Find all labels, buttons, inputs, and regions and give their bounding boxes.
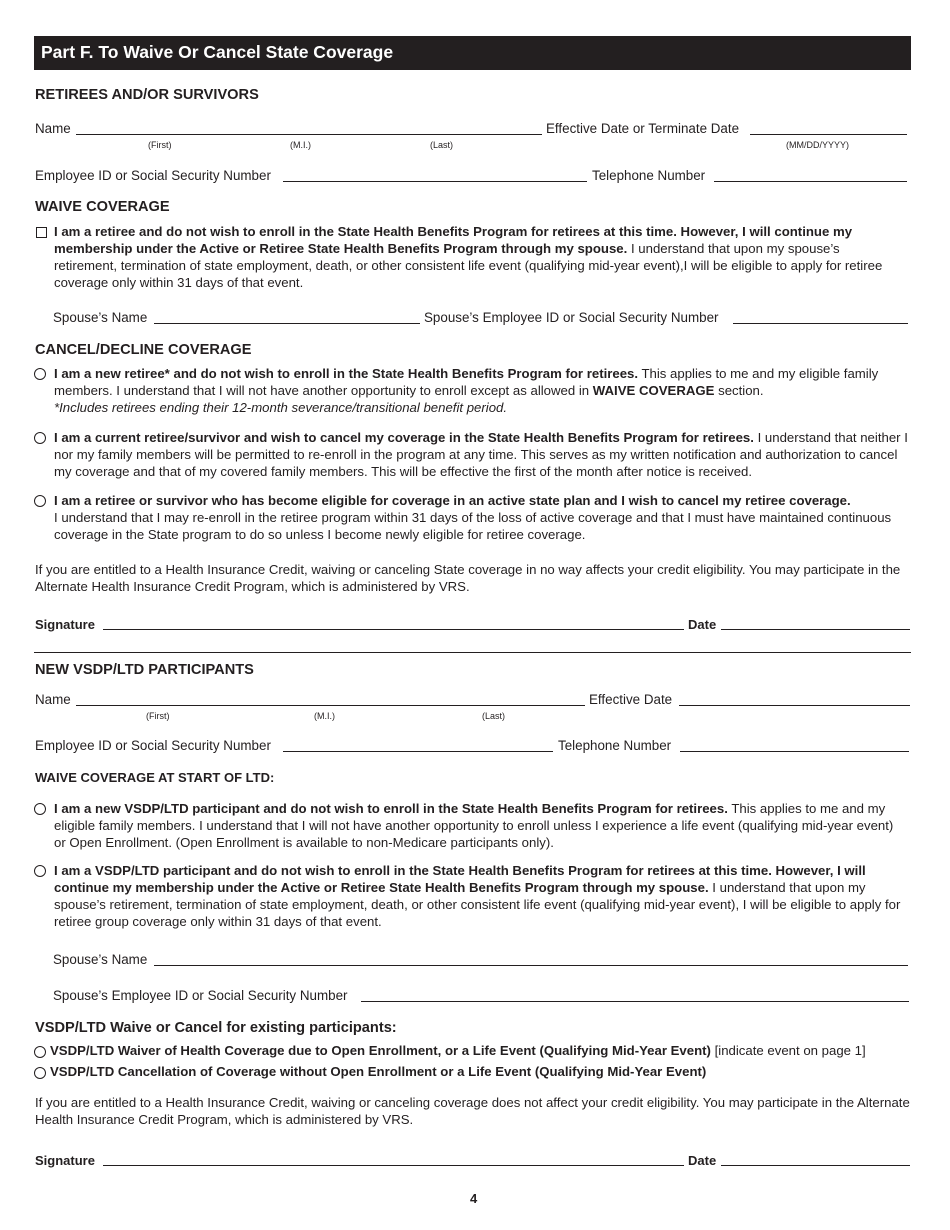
vsdp-existing-option1-rest: [indicate event on page 1] <box>710 1043 866 1058</box>
cancel-option1-ref: WAIVE COVERAGE <box>592 383 715 398</box>
vsdp-existing-option1-radio[interactable] <box>34 1046 46 1058</box>
vsdp-spouse-id-label: Spouse’s Employee ID or Social Security Number <box>53 988 348 1003</box>
vsdp-option1-radio[interactable] <box>34 803 46 815</box>
vsdp-date-label: Date <box>688 1153 717 1168</box>
signature-label: Signature <box>35 617 95 632</box>
vsdp-signature-field[interactable] <box>103 1165 684 1166</box>
vsdp-existing-option1-text <box>50 1042 910 1059</box>
vsdp-existing-option2-bold: VSDP/LTD Cancellation of Coverage without Open Enrollment or a Life Event (Qualifying Mid-Year Event) <box>50 1064 707 1079</box>
employee-id-field[interactable] <box>283 181 587 182</box>
waive-option-bold: I am a retiree and do not wish to enroll in the State Health Benefits Program for retirees at this time. However, I will continue my membership under the Active or Retiree State Health Benefits Program through my spouse. <box>54 224 853 256</box>
vsdp-name-label: Name <box>35 692 71 707</box>
waive-heading: WAIVE COVERAGE <box>35 199 170 215</box>
waive-checkbox[interactable] <box>36 227 47 238</box>
vsdp-existing-option1-bold: VSDP/LTD Waiver of Health Coverage due to Open Enrollment, or a Life Event (Qualifying Mid-Year Event) <box>50 1043 711 1058</box>
spouse-id-label: Spouse’s Employee ID or Social Security Number <box>424 310 719 325</box>
cancel-option1-text <box>54 365 908 416</box>
vsdp-existing-option2-text <box>50 1063 910 1080</box>
cancel-option3-radio[interactable] <box>34 495 46 507</box>
name-label: Name <box>35 121 71 136</box>
telephone-label: Telephone Number <box>592 168 706 183</box>
page-number: 4 <box>470 1191 478 1206</box>
first-caption: (First) <box>148 140 172 150</box>
date-format-caption: (MM/DD/YYYY) <box>786 140 849 150</box>
vsdp-signature-label: Signature <box>35 1153 95 1168</box>
section-divider <box>34 652 911 653</box>
vsdp-date-field[interactable] <box>721 1165 910 1166</box>
employee-id-label: Employee ID or Social Security Number <box>35 168 271 183</box>
last-caption: (Last) <box>430 140 454 150</box>
cancel-credit-note: If you are entitled to a Health Insurance Credit, waiving or canceling State coverage in no way affects your credit eligibility. You may participate in the Alternate Health Insurance Credit Program, which is administered by VRS. <box>35 562 901 594</box>
vsdp-spouse-id-field[interactable] <box>361 1001 909 1002</box>
vsdp-heading: NEW VSDP/LTD PARTICIPANTS <box>35 662 254 678</box>
vsdp-option1-rest: This applies to me and my eligible family members. I understand that I will not have another opportunity to enroll unless I experience a life event (qualifying mid-year event) or Open Enrollment. (Open Enrollment is available to non-Medicare participants only). <box>54 801 894 850</box>
date-label: Date <box>688 617 717 632</box>
spouse-name-label: Spouse’s Name <box>53 310 148 325</box>
vsdp-employee-id-field[interactable] <box>283 751 553 752</box>
vsdp-last-caption: (Last) <box>482 711 506 721</box>
vsdp-first-caption: (First) <box>146 711 170 721</box>
cancel-option3-bold: I am a retiree or survivor who has become eligible for coverage in an active state plan and I wish to cancel my retiree coverage. <box>54 493 851 508</box>
vsdp-existing-heading: VSDP/LTD Waive or Cancel for existing participants: <box>35 1020 397 1036</box>
waive-option-text <box>54 223 906 291</box>
vsdp-option2-radio[interactable] <box>34 865 46 877</box>
vsdp-mi-caption: (M.I.) <box>314 711 335 721</box>
section-title: Part F. To Waive Or Cancel State Coverage <box>41 42 394 62</box>
cancel-heading: CANCEL/DECLINE COVERAGE <box>35 342 252 358</box>
cancel-option1-bold: I am a new retiree* and do not wish to enroll in the State Health Benefits Program for retirees. <box>54 366 639 381</box>
vsdp-spouse-name-field[interactable] <box>154 965 908 966</box>
vsdp-spouse-name-label: Spouse’s Name <box>53 952 148 967</box>
cancel-option1-note: *Includes retirees ending their 12-month severance/transitional benefit period. <box>54 400 508 415</box>
vsdp-waive-heading: WAIVE COVERAGE AT START OF LTD: <box>35 770 275 785</box>
vsdp-existing-option2-radio[interactable] <box>34 1067 46 1079</box>
vsdp-employee-id-label: Employee ID or Social Security Number <box>35 738 271 753</box>
vsdp-option1-text <box>54 800 908 851</box>
cancel-option2-radio[interactable] <box>34 432 46 444</box>
vsdp-effective-field[interactable] <box>679 705 910 706</box>
signature-field[interactable] <box>103 629 684 630</box>
mi-caption: (M.I.) <box>290 140 311 150</box>
cancel-option2-text <box>54 429 908 480</box>
spouse-id-field[interactable] <box>733 323 908 324</box>
vsdp-telephone-field[interactable] <box>680 751 909 752</box>
retirees-heading: RETIREES AND/OR SURVIVORS <box>35 87 259 103</box>
section-banner <box>34 36 911 70</box>
cancel-option3-rest: I understand that I may re-enroll in the retiree program within 31 days of the loss of active coverage and that I must have maintained continuous coverage in the State program to do so unless I become newly eligible for retiree coverage. <box>54 510 892 542</box>
cancel-option2-bold: I am a current retiree/survivor and wish to cancel my coverage in the State Health Benefits Program for retirees. <box>54 430 754 445</box>
cancel-option1-end: section. <box>714 383 764 398</box>
spouse-name-field[interactable] <box>154 323 420 324</box>
vsdp-name-field[interactable] <box>76 705 585 706</box>
waive-option-rest: I understand that upon my spouse’s retirement, termination of state employment, death, or other consistent life event (qualifying mid-year event),I will be eligible to apply for retiree coverage only within 31 days of that event. <box>54 241 883 290</box>
cancel-option1-rest: This applies to me and my eligible family members. I understand that I will not have another opportunity to enroll except as allowed in <box>54 366 879 398</box>
cancel-option3-text <box>54 492 908 543</box>
vsdp-effective-label: Effective Date <box>589 692 673 707</box>
cancel-option1-radio[interactable] <box>34 368 46 380</box>
cancel-option2-rest: I understand that neither I nor my family members will be permitted to re-enroll in the program at any time. This serves as my written notification and authorization to cancel my coverage and that of my covered family members. This will be effective the first of the month after notice is received. <box>54 430 908 479</box>
vsdp-option2-text <box>54 862 908 930</box>
telephone-field[interactable] <box>714 181 907 182</box>
effective-date-field[interactable] <box>750 134 907 135</box>
vsdp-option2-rest: I understand that upon my spouse’s retirement, termination of state employment, death, or other consistent life event (qualifying mid-year event), I will be eligible to apply for retiree group coverage only within 31 days of that event. <box>54 880 901 929</box>
vsdp-option2-bold: I am a VSDP/LTD participant and do not wish to enroll in the State Health Benefits Program for retirees at this time. However, I will continue my membership under the Active or Retiree State Health Benefits Program through my spouse. <box>54 863 866 895</box>
vsdp-credit-note: If you are entitled to a Health Insurance Credit, waiving or canceling coverage does not affect your credit eligibility. You may participate in the Alternate Health Insurance Credit Program, which is administered by VRS. <box>35 1095 910 1127</box>
name-field[interactable] <box>76 134 542 135</box>
date-field[interactable] <box>721 629 910 630</box>
effective-date-label: Effective Date or Terminate Date <box>546 121 740 136</box>
vsdp-telephone-label: Telephone Number <box>558 738 672 753</box>
vsdp-option1-bold: I am a new VSDP/LTD participant and do not wish to enroll in the State Health Benefits Program for retirees. <box>54 801 728 816</box>
